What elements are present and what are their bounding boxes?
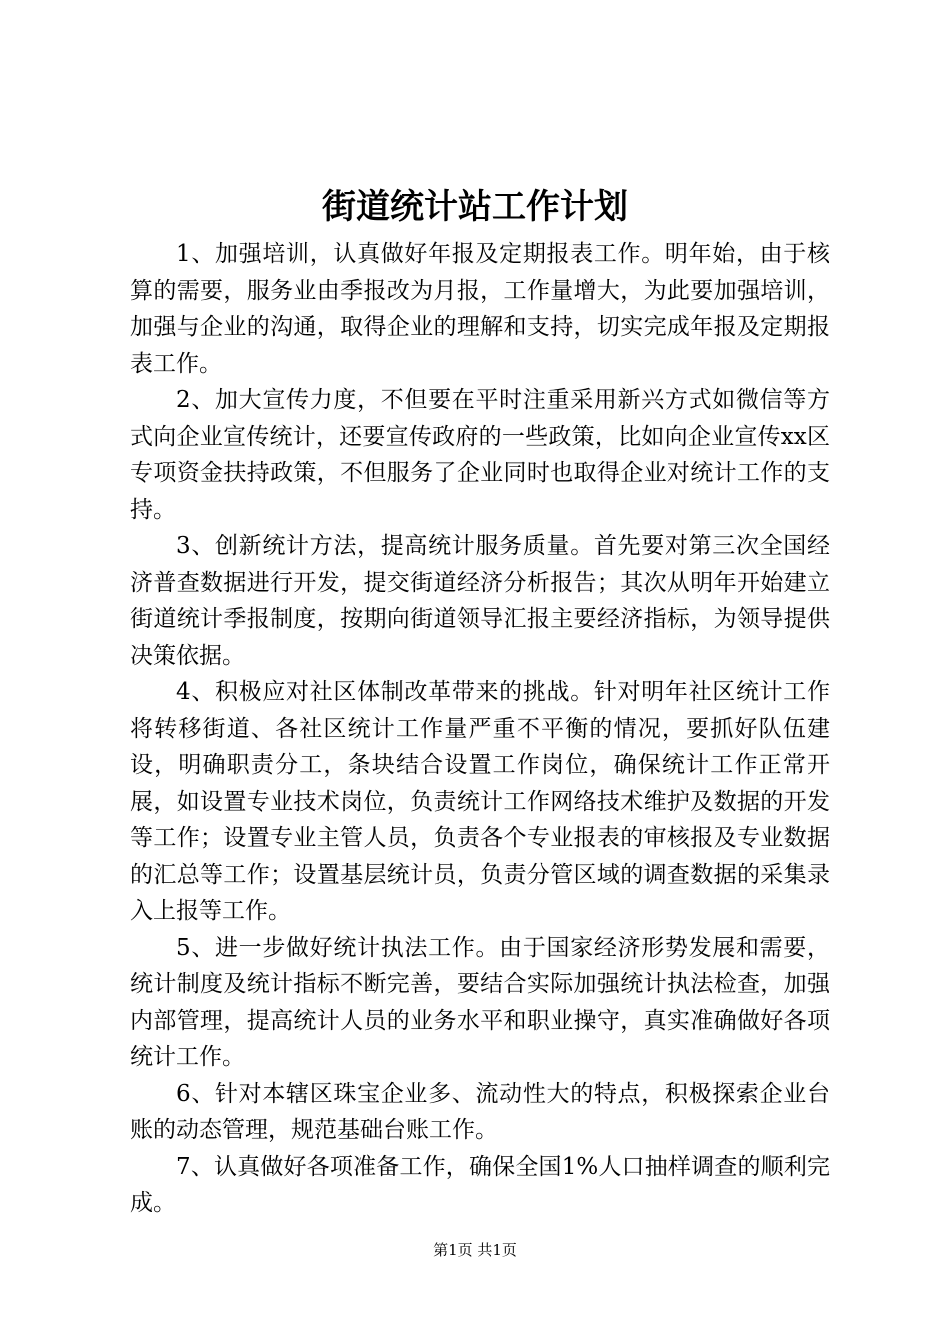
paragraph-3: 3、创新统计方法，提高统计服务质量。首先要对第三次全国经济普查数据进行开发，提交街道经济分析报告；其次从明年开始建立街道统计季报制度，按期向街道领导汇报主要经济指标，为领导提供决策依据。 — [130, 533, 830, 669]
document-body — [130, 236, 830, 1222]
paragraph-6: 6、针对本辖区珠宝企业多、流动性大的特点，积极探索企业台账的动态管理，规范基础台账工作。 — [130, 1080, 830, 1143]
paragraph-5: 5、进一步做好统计执法工作。由于国家经济形势发展和需要，统计制度及统计指标不断完善，要结合实际加强统计执法检查，加强内部管理，提高统计人员的业务水平和职业操守，真实准确做好各项统计工作。 — [130, 934, 830, 1070]
page-footer: 第1页 共1页 — [433, 1241, 517, 1259]
paragraph-4: 4、积极应对社区体制改革带来的挑战。针对明年社区统计工作将转移街道、各社区统计工作量严重不平衡的情况，要抓好队伍建设，明确职责分工，条块结合设置工作岗位，确保统计工作正常开展，如设置专业技术岗位，负责统计工作网络技术维护及数据的开发等工作；设置专业主管人员，负责各个专业报表的审核报及专业数据的汇总等工作；设置基层统计员，负责分管区域的调查数据的采集录入上报等工作。 — [130, 679, 830, 924]
paragraph-2: 2、加大宣传力度，不但要在平时注重采用新兴方式如微信等方式向企业宣传统计，还要宣传政府的一些政策，比如向企业宣传xx区专项资金扶持政策，不但服务了企业同时也取得企业对统计工作的支持。 — [130, 387, 830, 523]
paragraph-7: 7、认真做好各项准备工作，确保全国1%人口抽样调查的顺利完成。 — [130, 1153, 830, 1216]
document-title: 街道统计站工作计划 — [322, 187, 628, 227]
paragraph-1: 1、加强培训，认真做好年报及定期报表工作。明年始，由于核算的需要，服务业由季报改为月报，工作量增大，为此要加强培训，加强与企业的沟通，取得企业的理解和支持，切实完成年报及定期报表工作。 — [130, 241, 830, 377]
